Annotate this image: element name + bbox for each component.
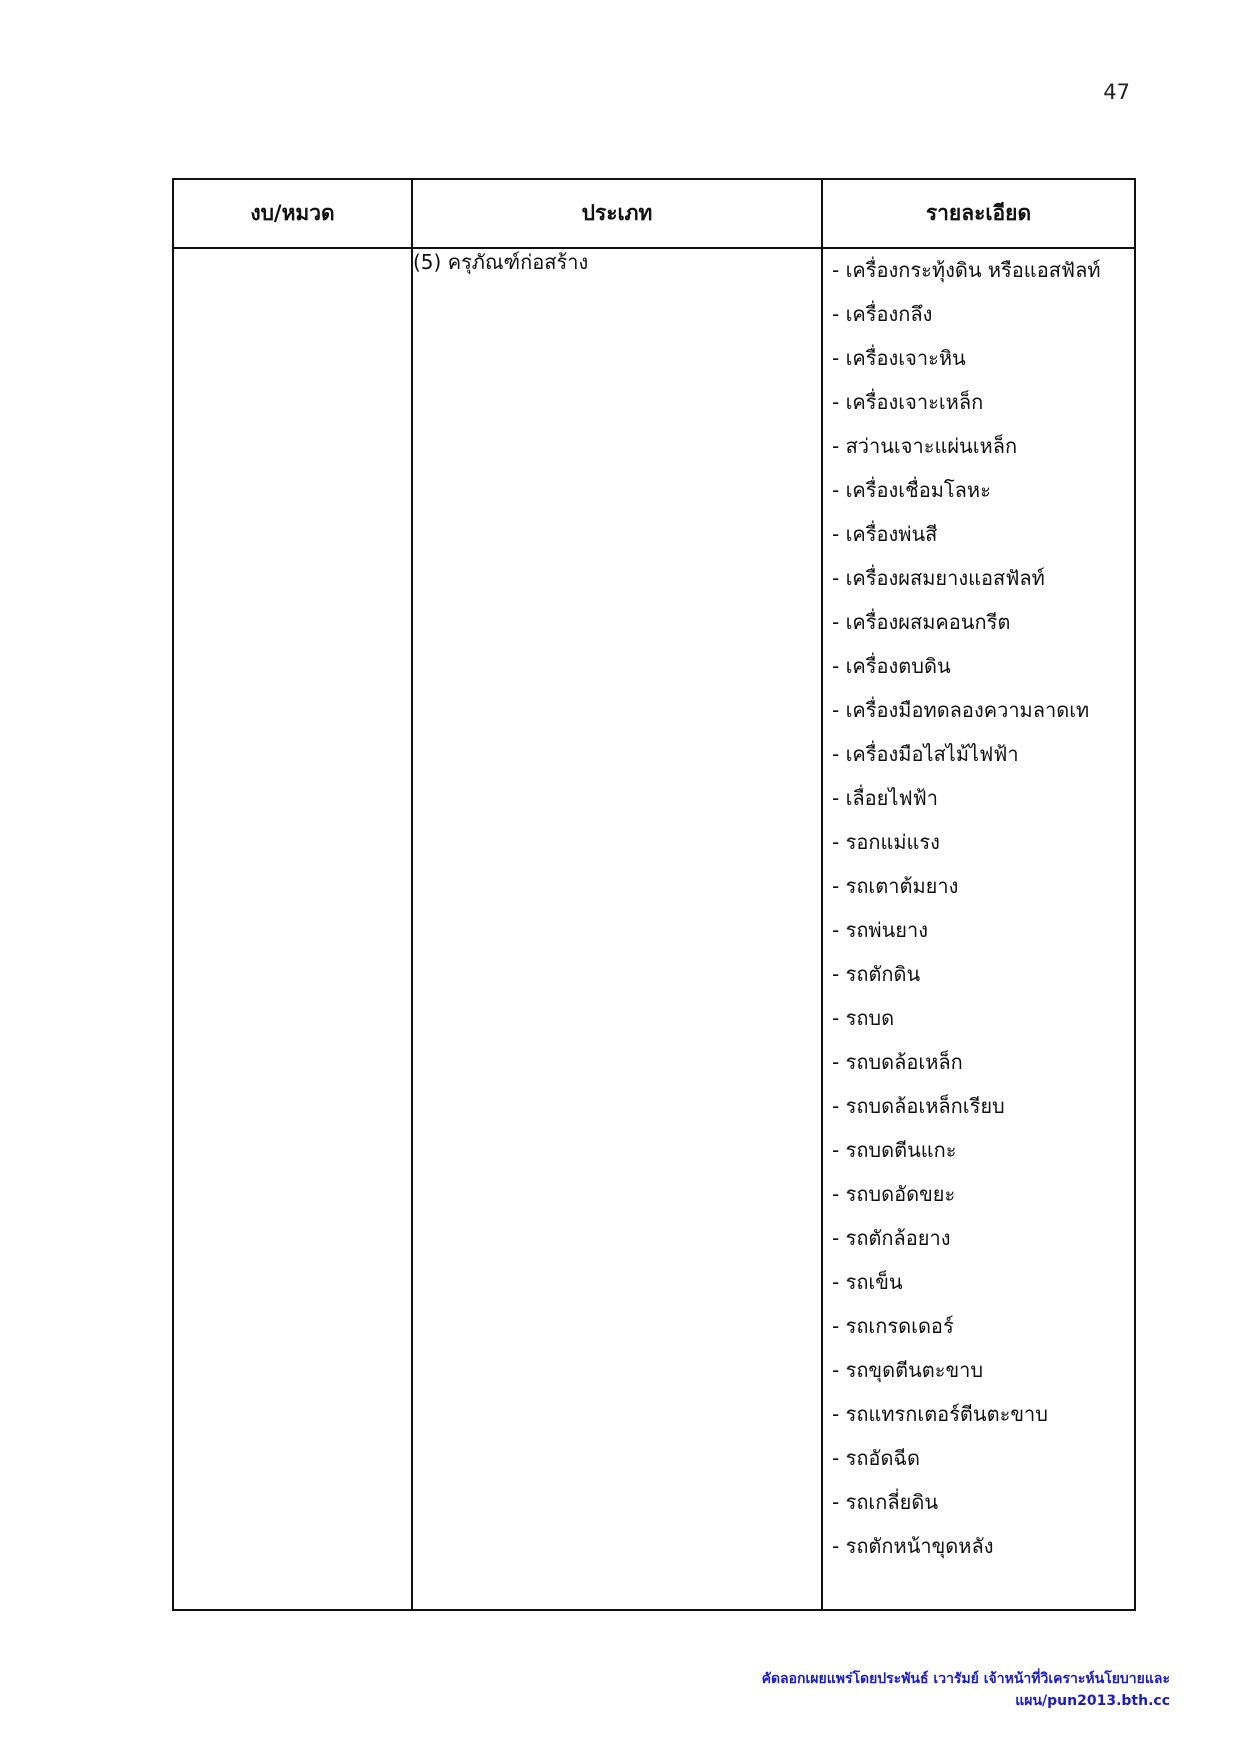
type-cell: (5) ครุภัณฑ์ก่อสร้าง — [412, 248, 822, 1610]
page-number: 47 — [1103, 80, 1130, 104]
detail-item: - เครื่องกระทุ้งดิน หรือแอสฟัลท์ — [832, 258, 1101, 282]
detail-item: - รถตักหน้าขุดหลัง — [832, 1534, 994, 1558]
detail-item: - รถบดล้อเหล็กเรียบ — [832, 1094, 1005, 1118]
detail-item: - เครื่องผสมคอนกรีต — [832, 610, 1011, 634]
table-row — [173, 248, 1135, 1610]
detail-item: - รถบดล้อเหล็ก — [832, 1050, 963, 1074]
header-detail: รายละเอียด — [822, 179, 1135, 248]
detail-item: - เครื่องผสมยางแอสฟัลท์ — [832, 566, 1045, 590]
detail-item: - รถขุดตีนตะขาบ — [832, 1358, 984, 1382]
detail-item: - เครื่องเจาะหิน — [832, 346, 966, 370]
detail-item: - สว่านเจาะแผ่นเหล็ก — [832, 434, 1018, 458]
table-header-row — [173, 179, 1135, 248]
header-type: ประเภท — [412, 179, 822, 248]
detail-item: - รถบดตีนแกะ — [832, 1138, 957, 1162]
detail-item: - เครื่องพ่นสี — [832, 522, 938, 546]
detail-item: - รถตักดิน — [832, 962, 921, 986]
detail-item: - รถเกรดเดอร์ — [832, 1314, 954, 1338]
detail-cell — [822, 248, 1135, 1610]
budget-category-cell — [173, 248, 412, 1610]
detail-item: - เครื่องตบดิน — [832, 654, 951, 678]
detail-item: - เครื่องมือไสไม้ไฟฟ้า — [832, 742, 1019, 766]
detail-item: - รถเตาต้มยาง — [832, 874, 959, 898]
detail-item: - รถแทรกเตอร์ตีนตะขาบ — [832, 1402, 1048, 1426]
detail-item: - เครื่องมือทดลองความลาดเท — [832, 698, 1090, 722]
detail-item: - รถตักล้อยาง — [832, 1226, 951, 1250]
detail-item: - เลื่อยไฟฟ้า — [832, 786, 939, 810]
detail-item: - เครื่องเจาะเหล็ก — [832, 390, 984, 414]
detail-item: - เครื่องกลึง — [832, 302, 933, 326]
footer-note: คัดลอกเผยแพร่โดยประพันธ์ เวารัมย์ เจ้าหน้าที่วิเคราะห์นโยบายและแผน/pun2013.bth.cc — [761, 1671, 1170, 1709]
detail-item: - รถอัดฉีด — [832, 1446, 921, 1470]
budget-table — [172, 178, 1136, 1611]
detail-item: - รอกแม่แรง — [832, 830, 940, 854]
detail-item: - เครื่องเชื่อมโลหะ — [832, 478, 991, 502]
detail-list — [823, 249, 1134, 1577]
detail-item: - รถเข็น — [832, 1270, 903, 1294]
detail-item: - รถบด — [832, 1006, 895, 1030]
header-budget-category: งบ/หมวด — [173, 179, 412, 248]
detail-item: - รถพ่นยาง — [832, 918, 928, 942]
detail-item: - รถเกลี่ยดิน — [832, 1490, 939, 1514]
detail-item: - รถบดอัดขยะ — [832, 1182, 956, 1206]
